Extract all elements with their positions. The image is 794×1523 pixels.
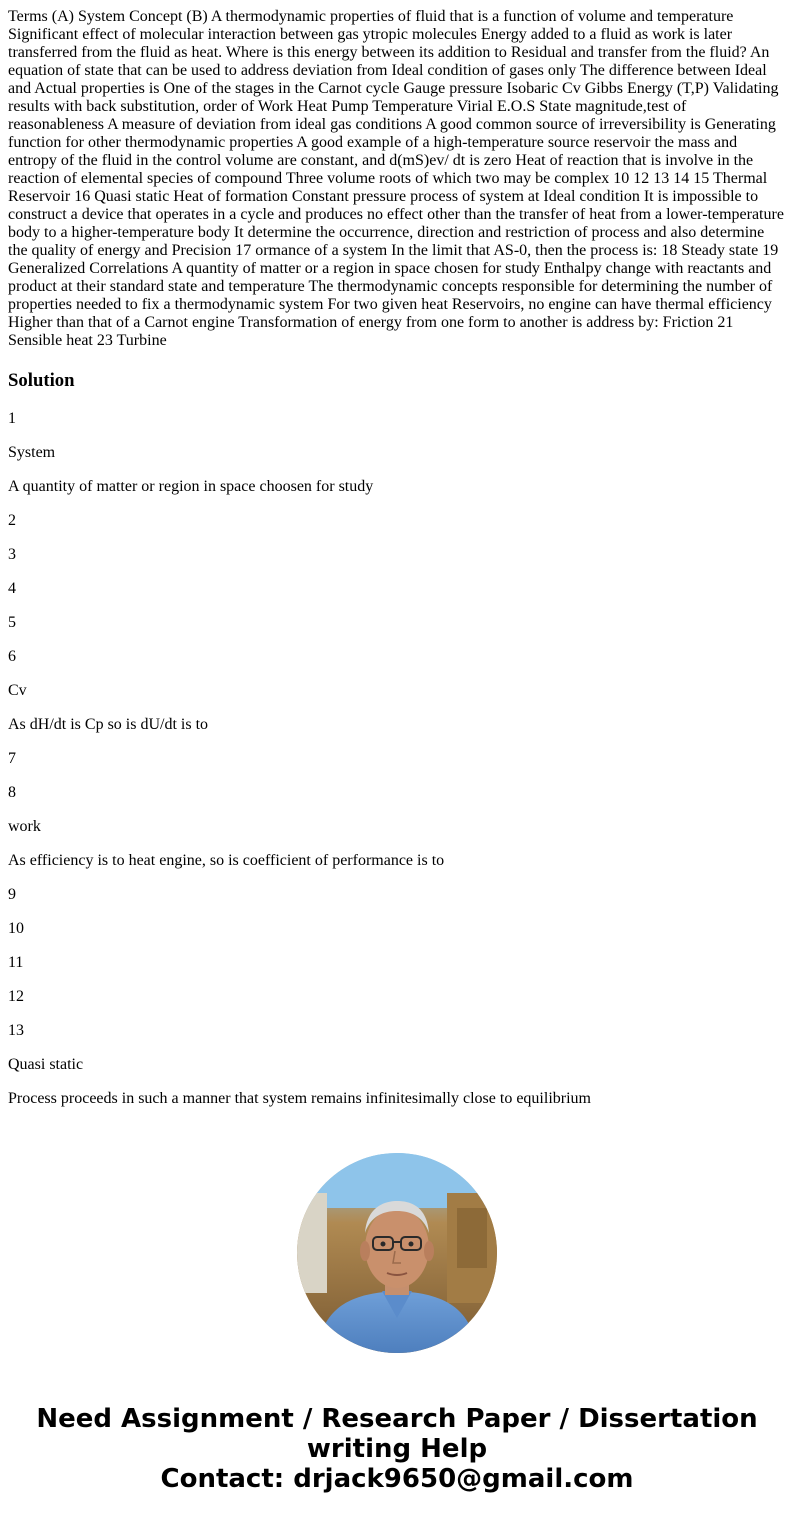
footer-contact: Contact: drjack9650@gmail.com	[160, 1464, 634, 1494]
answer-line: Process proceeds in such a manner that system remains infinitesimally close to equilibrium	[8, 1090, 591, 1107]
portrait-photo	[297, 1153, 497, 1353]
answer-line: 9	[8, 886, 16, 903]
answer-line: System	[8, 444, 56, 461]
footer-banner	[0, 1404, 794, 1494]
footer-line: writing Help	[306, 1434, 488, 1464]
answer-line: 5	[8, 614, 16, 631]
question-text: Terms (A) System Concept (B) A thermodynamic properties of fluid that is a function of volume and temperature Significant effect of molecular interaction between gas ytropic molecules Energy added to a fluid as work is later transferred from the fluid as heat. Where is this energy between its addition to Residual and transfer from the fluid? An equation of state that can be used to address deviation from Ideal condition of gases only The difference between Ideal and Actual properties is One of the stages in the Carnot cycle Gauge pressure Isobaric Cv Gibbs Energy (T,P) Validating results with back substitution, order of Work Heat Pump Temperature Virial E.O.S State magnitude,test of reasonableness A measure of deviation from ideal gas conditions A good common source of irreversibility is Generating function for other thermodynamic properties A good example of a high-temperature source reservoir the mass and entropy of the fluid in the control volume are constant, and d(mS)ev/ dt is zero Heat of reaction that is involve in the reaction of elemental species of compound Three volume roots of which two may be complex 10 12 13 14 15 Thermal Reservoir 16 Quasi static Heat of formation Constant pressure process of system at Ideal condition It is impossible to construct a device that operates in a cycle and produces no effect other than the transfer of heat from a lower-temperature body to a higher-temperature body It determine the occurrence, direction and restriction of process and also determine the quality of energy and Precision 17 ormance of a system In the limit that AS-0, then the process is: 18 Steady state 19 Generalized Correlations A quantity of matter or a region in space chosen for study Enthalpy change with reactants and product at their standard state and temperature The thermodynamic concepts responsible for determining the number of properties needed to fix a thermodynamic system For two given heat Reservoirs, no engine can have thermal efficiency Higher than that of a Carnot engine Transformation of energy from one form to another is address by: Friction 21 Sensible heat 23 Turbine	[8, 8, 784, 349]
answer-line: As dH/dt is Cp so is dU/dt is to	[8, 716, 209, 733]
answer-line: 1	[8, 410, 16, 427]
solution-heading: Solution	[8, 370, 75, 391]
answer-line: 2	[8, 512, 16, 529]
answer-line: As efficiency is to heat engine, so is coefficient of performance is to	[8, 852, 445, 869]
answer-line: Cv	[8, 682, 27, 699]
answer-line: 4	[8, 580, 16, 597]
footer-line: Need Assignment / Research Paper / Dissertation	[36, 1404, 758, 1434]
answer-line: 11	[8, 954, 24, 971]
answer-line: Quasi static	[8, 1056, 84, 1073]
solution-answers	[8, 410, 786, 1108]
answer-line: A quantity of matter or region in space choosen for study	[8, 478, 374, 495]
answer-line: 12	[8, 988, 24, 1005]
answer-line: 13	[8, 1022, 24, 1039]
answer-line: work	[8, 818, 41, 835]
answer-line: 3	[8, 546, 16, 563]
answer-line: 8	[8, 784, 16, 801]
answer-line: 6	[8, 648, 16, 665]
answer-line: 7	[8, 750, 16, 767]
avatar	[297, 1153, 497, 1353]
answer-line: 10	[8, 920, 24, 937]
